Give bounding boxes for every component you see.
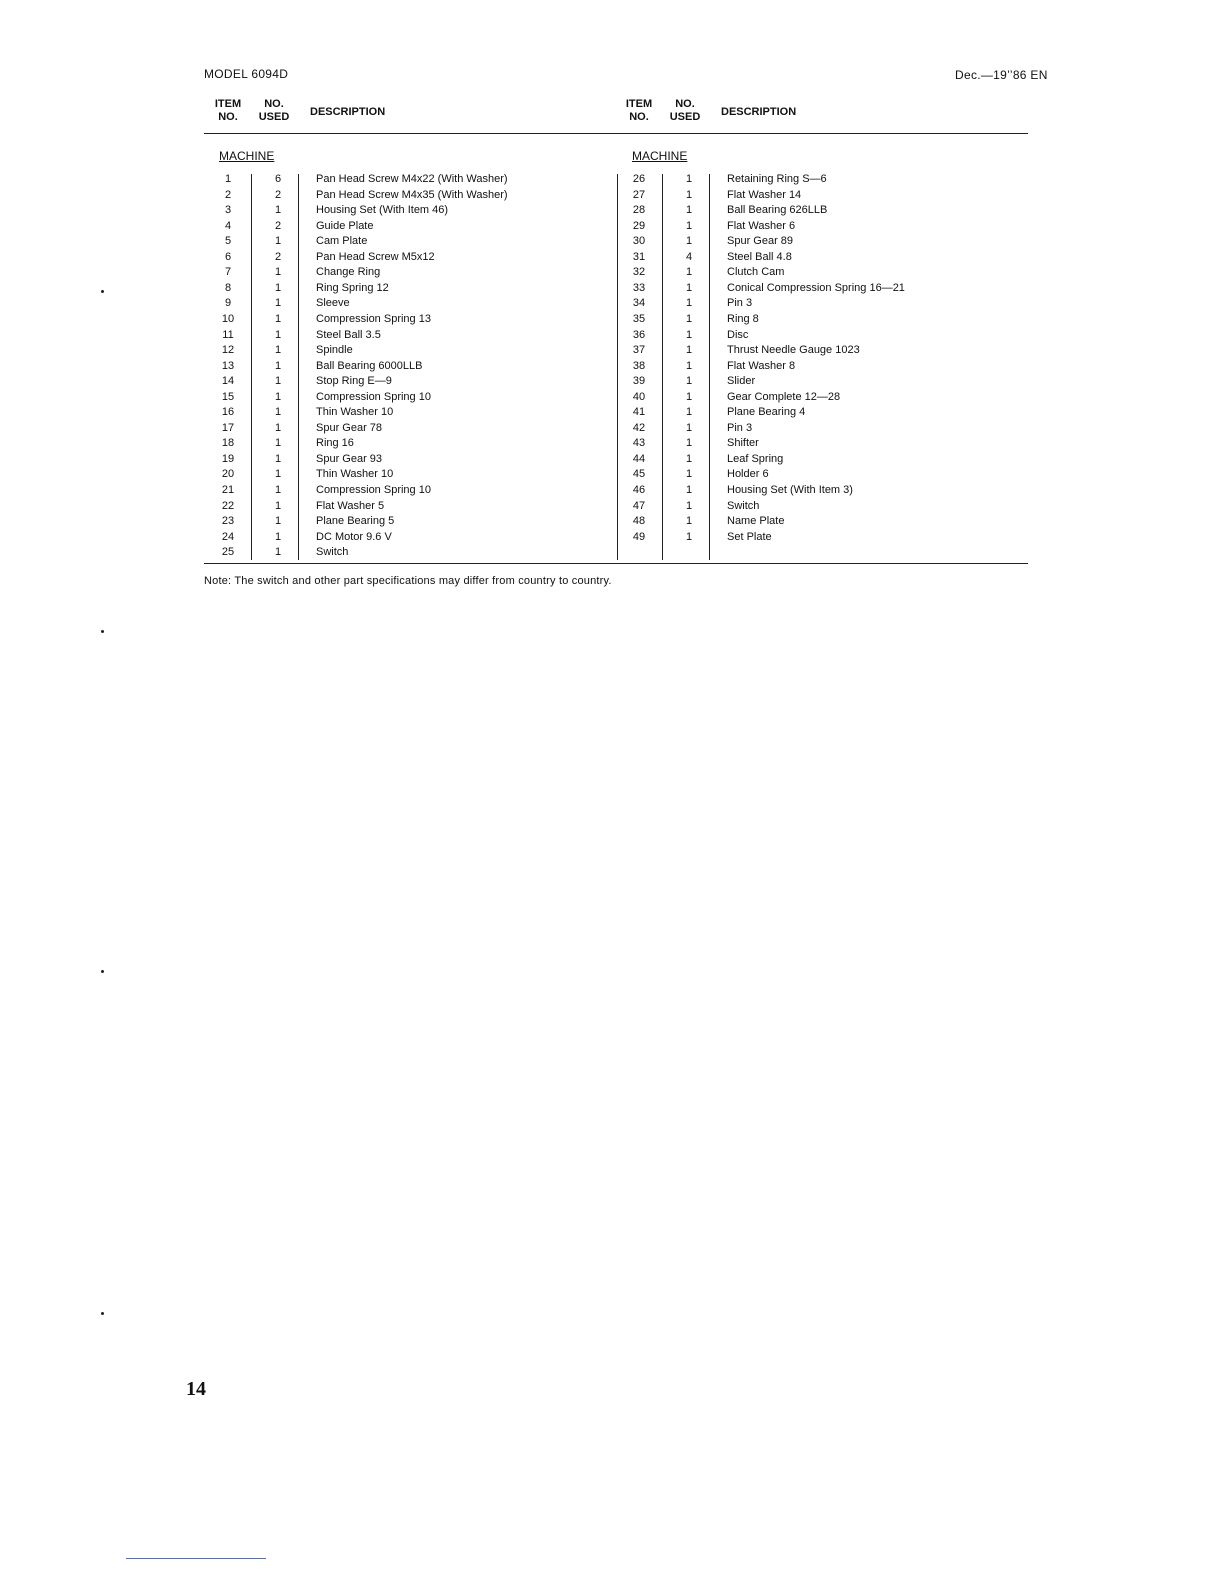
item-number: 12	[221, 344, 235, 357]
part-description: Stop Ring E—9	[316, 375, 392, 388]
part-description: Compression Spring 10	[316, 484, 431, 496]
quantity-used: 1	[274, 344, 282, 357]
part-description: Set Plate	[727, 530, 772, 543]
item-no-heading	[619, 98, 659, 124]
quantity-used: 1	[274, 546, 282, 559]
part-description: Spur Gear 78	[316, 421, 383, 434]
table-row	[621, 452, 1021, 468]
item-number: 31	[632, 250, 646, 263]
item-number: 19	[221, 452, 235, 465]
quantity-used: 1	[685, 359, 693, 372]
table-row	[621, 328, 1021, 344]
quantity-used: 6	[274, 173, 282, 185]
no-used-heading	[665, 98, 705, 124]
right-section-title: MACHINE	[632, 149, 688, 163]
quantity-used: 1	[685, 484, 693, 496]
part-description: Name Plate	[727, 515, 785, 528]
item-number: 33	[632, 281, 646, 294]
table-bottom-rule	[204, 563, 1028, 564]
part-description: Ball Bearing 626LLB	[727, 204, 828, 217]
table-row	[210, 312, 610, 328]
table-row	[210, 296, 610, 312]
quantity-used: 1	[685, 375, 693, 388]
part-description: Spindle	[316, 344, 353, 357]
quantity-used: 1	[685, 219, 693, 232]
part-description: Compression Spring 10	[316, 390, 431, 403]
part-description: Shifter	[727, 437, 759, 450]
quantity-used: 1	[685, 530, 693, 543]
item-number: 5	[224, 235, 232, 248]
quantity-used: 1	[274, 530, 282, 543]
quantity-used: 1	[274, 468, 282, 481]
item-number: 42	[632, 421, 646, 434]
item-number: 34	[632, 297, 646, 310]
table-row	[621, 234, 1021, 250]
item-number: 2	[224, 188, 232, 201]
quantity-used: 1	[274, 515, 282, 528]
no-used-heading-line1: NO.	[675, 98, 695, 110]
quantity-used: 1	[274, 204, 282, 217]
table-row	[210, 452, 610, 468]
table-row	[621, 203, 1021, 219]
item-number: 43	[632, 437, 646, 450]
item-no-heading-line2: NO.	[218, 111, 238, 123]
table-row	[210, 405, 610, 421]
item-number: 24	[221, 530, 235, 543]
table-row	[210, 483, 610, 499]
part-description: Flat Washer 8	[727, 359, 796, 372]
item-number: 17	[221, 421, 235, 434]
item-number: 23	[221, 515, 235, 528]
quantity-used: 1	[685, 344, 693, 357]
item-number: 32	[632, 266, 646, 279]
item-number: 1	[224, 173, 232, 185]
part-description: Housing Set (With Item 46)	[316, 204, 449, 217]
no-used-heading-line2: USED	[669, 111, 701, 123]
part-description: Change Ring	[316, 266, 381, 279]
table-row	[621, 281, 1021, 297]
quantity-used: 1	[274, 235, 282, 248]
table-row	[621, 390, 1021, 406]
table-row	[210, 250, 610, 266]
part-description: Leaf Spring	[727, 452, 784, 465]
table-row	[621, 312, 1021, 328]
left-section-title: MACHINE	[219, 149, 275, 163]
table-row	[210, 359, 610, 375]
table-row	[621, 514, 1021, 530]
table-row	[210, 172, 610, 188]
part-description: Switch	[727, 499, 760, 512]
item-number: 41	[632, 406, 646, 419]
quantity-used: 1	[685, 390, 693, 403]
quantity-used: 1	[274, 437, 282, 450]
table-row	[210, 390, 610, 406]
item-number: 3	[224, 204, 232, 217]
item-number: 7	[224, 266, 232, 279]
part-description: Pan Head Screw M5x12	[316, 250, 435, 263]
item-number: 48	[632, 515, 646, 528]
quantity-used: 1	[274, 266, 282, 279]
table-row	[210, 343, 610, 359]
page-number: 14	[186, 1378, 206, 1400]
part-description: Steel Ball 3.5	[316, 328, 381, 341]
part-description: Steel Ball 4.8	[727, 250, 792, 263]
table-row	[210, 203, 610, 219]
quantity-used: 1	[274, 452, 282, 465]
item-number: 25	[221, 546, 235, 559]
table-row	[621, 436, 1021, 452]
part-description: Holder 6	[727, 468, 769, 481]
quantity-used: 1	[274, 499, 282, 512]
part-description: Ball Bearing 6000LLB	[316, 359, 423, 372]
item-number: 44	[632, 452, 646, 465]
table-row	[621, 265, 1021, 281]
binding-hole-mark	[101, 970, 104, 973]
quantity-used: 2	[274, 188, 282, 201]
item-number: 9	[224, 297, 232, 310]
part-description: Plane Bearing 4	[727, 406, 806, 419]
quantity-used: 1	[685, 499, 693, 512]
quantity-used: 1	[685, 406, 693, 419]
quantity-used: 1	[685, 173, 693, 185]
item-number: 49	[632, 530, 646, 543]
header-rule	[204, 133, 1028, 134]
table-row	[210, 499, 610, 515]
quantity-used: 1	[685, 421, 693, 434]
part-description: Retaining Ring S—6	[727, 173, 827, 185]
table-row	[621, 219, 1021, 235]
item-number: 37	[632, 344, 646, 357]
quantity-used: 1	[274, 312, 282, 325]
quantity-used: 1	[685, 452, 693, 465]
part-description: Flat Washer 14	[727, 188, 802, 201]
no-used-heading	[254, 98, 294, 124]
part-description: Gear Complete 12—28	[727, 390, 841, 403]
item-number: 11	[222, 328, 234, 341]
table-row	[210, 188, 610, 204]
item-number: 35	[632, 312, 646, 325]
quantity-used: 1	[274, 359, 282, 372]
table-row	[210, 234, 610, 250]
item-number: 26	[632, 173, 646, 185]
item-number: 40	[632, 390, 646, 403]
table-row	[210, 328, 610, 344]
part-description: Pin 3	[727, 297, 753, 310]
part-description: Cam Plate	[316, 235, 368, 248]
description-heading: DESCRIPTION	[721, 106, 797, 118]
item-number: 45	[632, 468, 646, 481]
table-row	[621, 374, 1021, 390]
table-row	[621, 343, 1021, 359]
item-number: 21	[221, 484, 235, 496]
part-description: Compression Spring 13	[316, 312, 431, 325]
part-description: Spur Gear 93	[316, 452, 383, 465]
quantity-used: 1	[685, 515, 693, 528]
part-description: Pin 3	[727, 421, 753, 434]
part-description: Thrust Needle Gauge 1023	[727, 344, 860, 357]
quantity-used: 1	[685, 281, 693, 294]
quantity-used: 1	[685, 204, 693, 217]
item-no-heading-line1: ITEM	[214, 98, 242, 110]
table-row	[621, 467, 1021, 483]
column-divider	[617, 174, 618, 560]
item-number: 18	[221, 437, 235, 450]
binding-hole-mark	[101, 1312, 104, 1315]
part-description: Pan Head Screw M4x22 (With Washer)	[316, 173, 508, 185]
item-number: 30	[632, 235, 646, 248]
part-description: Guide Plate	[316, 219, 374, 232]
quantity-used: 1	[685, 312, 693, 325]
part-description: Flat Washer 5	[316, 499, 385, 512]
item-number: 28	[632, 204, 646, 217]
date-label: Dec.—19’’86 EN	[955, 68, 1048, 82]
item-number: 16	[221, 406, 235, 419]
table-row	[621, 405, 1021, 421]
quantity-used: 1	[685, 328, 693, 341]
quantity-used: 1	[274, 375, 282, 388]
item-no-heading	[208, 98, 248, 124]
part-description: Housing Set (With Item 3)	[727, 484, 853, 496]
quantity-used: 1	[274, 281, 282, 294]
table-row	[621, 499, 1021, 515]
footer-link-underline	[126, 1558, 266, 1559]
item-number: 4	[224, 219, 232, 232]
part-description: Conical Compression Spring 16—21	[727, 281, 905, 294]
binding-hole-mark	[101, 630, 104, 633]
part-description: Disc	[727, 328, 749, 341]
part-description: Ring 16	[316, 437, 354, 450]
table-row	[210, 436, 610, 452]
table-row	[210, 219, 610, 235]
table-row	[621, 250, 1021, 266]
item-number: 22	[221, 499, 235, 512]
quantity-used: 1	[274, 328, 282, 341]
quantity-used: 1	[274, 297, 282, 310]
item-no-heading-line1: ITEM	[625, 98, 653, 110]
table-row	[210, 467, 610, 483]
quantity-used: 1	[274, 421, 282, 434]
quantity-used: 1	[685, 188, 693, 201]
quantity-used: 4	[685, 250, 693, 263]
footnote: Note: The switch and other part specifications may differ from country to country.	[204, 575, 612, 587]
quantity-used: 1	[685, 468, 693, 481]
no-used-heading-line1: NO.	[264, 98, 284, 110]
item-number: 8	[224, 281, 232, 294]
table-row	[210, 374, 610, 390]
quantity-used: 1	[685, 266, 693, 279]
no-used-heading-line2: USED	[258, 111, 290, 123]
item-number: 39	[632, 375, 646, 388]
table-row	[210, 281, 610, 297]
item-number: 46	[632, 484, 646, 496]
part-description: Slider	[727, 375, 756, 388]
item-no-heading-line2: NO.	[629, 111, 649, 123]
part-description: Thin Washer 10	[316, 468, 394, 481]
model-label: MODEL 6094D	[204, 67, 289, 81]
table-row	[621, 530, 1021, 546]
table-row	[210, 421, 610, 437]
table-row	[210, 530, 610, 546]
item-number: 6	[224, 250, 232, 263]
item-number: 38	[632, 359, 646, 372]
quantity-used: 1	[685, 437, 693, 450]
part-description: Thin Washer 10	[316, 406, 394, 419]
table-row	[621, 172, 1021, 188]
part-description: DC Motor 9.6 V	[316, 530, 392, 543]
part-description: Flat Washer 6	[727, 219, 796, 232]
part-description: Sleeve	[316, 297, 350, 310]
part-description: Plane Bearing 5	[316, 515, 395, 528]
binding-hole-mark	[101, 290, 104, 293]
table-row	[621, 296, 1021, 312]
quantity-used: 1	[274, 390, 282, 403]
part-description: Spur Gear 89	[727, 235, 794, 248]
description-heading: DESCRIPTION	[310, 106, 386, 118]
quantity-used: 2	[274, 250, 282, 263]
item-number: 27	[632, 188, 646, 201]
table-row	[210, 545, 610, 561]
table-row	[621, 421, 1021, 437]
table-row	[621, 359, 1021, 375]
quantity-used: 1	[274, 484, 282, 496]
item-number: 36	[632, 328, 646, 341]
part-description: Pan Head Screw M4x35 (With Washer)	[316, 188, 508, 201]
item-number: 29	[632, 219, 646, 232]
item-number: 20	[221, 468, 235, 481]
part-description: Ring Spring 12	[316, 281, 389, 294]
item-number: 10	[221, 312, 235, 325]
part-description: Clutch Cam	[727, 266, 785, 279]
table-row	[210, 514, 610, 530]
quantity-used: 1	[685, 235, 693, 248]
table-row	[621, 483, 1021, 499]
item-number: 15	[221, 390, 235, 403]
quantity-used: 1	[274, 406, 282, 419]
part-description: Ring 8	[727, 312, 759, 325]
item-number: 47	[632, 499, 646, 512]
item-number: 13	[221, 359, 235, 372]
table-row	[210, 265, 610, 281]
part-description: Switch	[316, 546, 349, 559]
item-number: 14	[221, 375, 235, 388]
table-row	[621, 188, 1021, 204]
quantity-used: 1	[685, 297, 693, 310]
quantity-used: 2	[274, 219, 282, 232]
